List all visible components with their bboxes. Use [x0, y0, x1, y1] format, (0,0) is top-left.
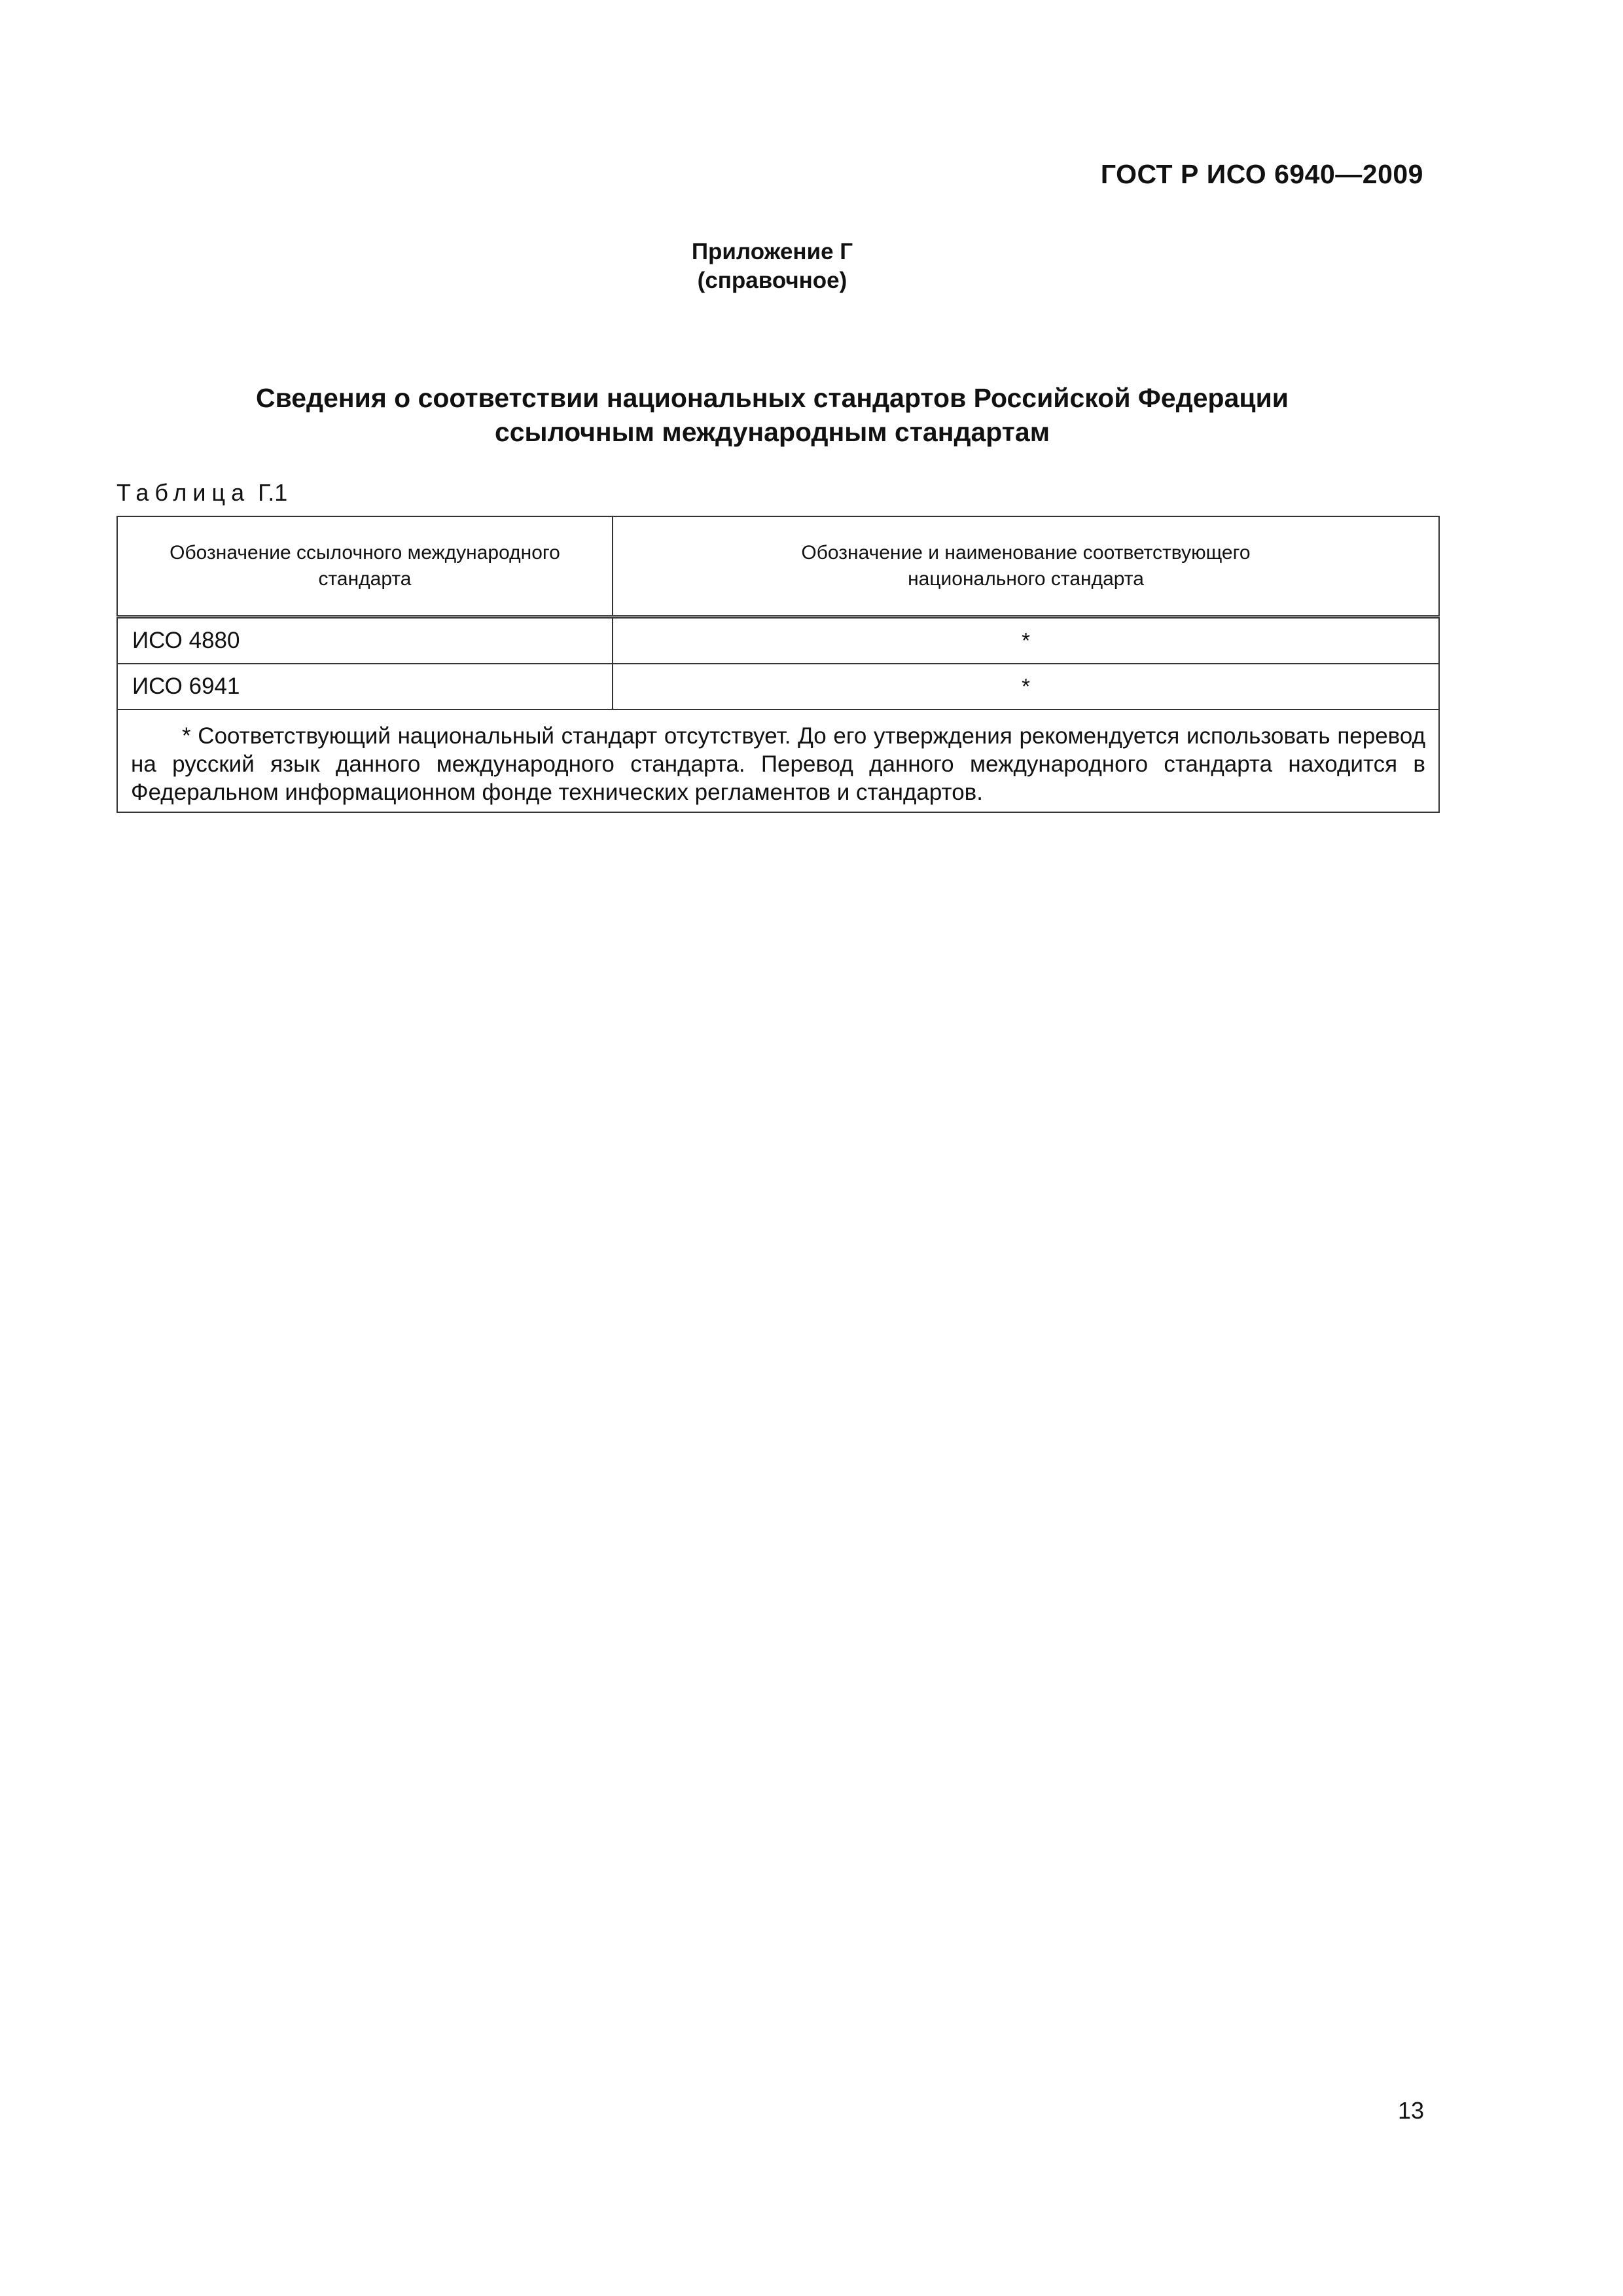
table-row — [117, 664, 1439, 709]
header-col1-line-1: Обозначение ссылочного международного — [169, 542, 560, 564]
international-standard-cell: ИСО 4880 — [117, 617, 613, 664]
section-title-line-2: ссылочным международным стандартам — [494, 417, 1050, 447]
appendix-heading — [0, 238, 1544, 295]
header-col2-line-2: национального стандарта — [908, 568, 1144, 590]
section-title — [0, 381, 1544, 449]
table-row — [117, 617, 1439, 664]
section-title-line-1: Сведения о соответствии национальных стандартов Российской Федерации — [255, 383, 1289, 413]
document-header-code: ГОСТ Р ИСО 6940—2009 — [1100, 159, 1423, 189]
international-standard-cell: ИСО 6941 — [117, 664, 613, 709]
header-national-standard — [613, 516, 1439, 617]
appendix-type: (справочное) — [697, 268, 847, 293]
header-international-designation — [117, 516, 613, 617]
national-standard-cell: * — [613, 617, 1439, 664]
appendix-label: Приложение Г — [691, 239, 853, 264]
table-caption-word: Таблица — [116, 479, 251, 506]
table-footnote — [117, 709, 1439, 812]
page-number: 13 — [1397, 2097, 1424, 2124]
national-standard-cell: * — [613, 664, 1439, 709]
table-note-row — [117, 709, 1439, 812]
standards-correspondence-table — [116, 516, 1440, 813]
header-col2-line-1: Обозначение и наименование соответствующего — [801, 542, 1251, 564]
header-col1-line-2: стандарта — [318, 568, 412, 590]
table-caption-number: Г.1 — [258, 479, 288, 506]
table-header-row — [117, 516, 1439, 617]
footnote-text: * Соответствующий национальный стандарт отсутствует. До его утверждения рекомендуется использовать перевод на русский язык данного международного стандарта. Перевод данного международного стандарта находится в Федеральном информационном фонде технических регламентов и стандартов. — [131, 723, 1425, 805]
table-caption — [116, 479, 287, 507]
